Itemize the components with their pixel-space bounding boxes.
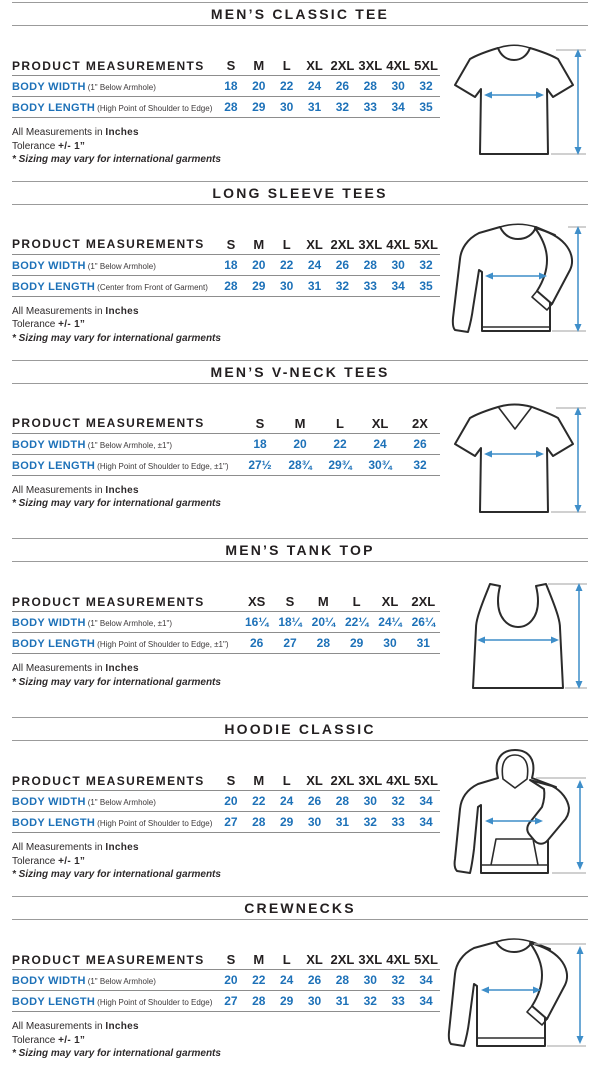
width-value: 20: [224, 973, 238, 988]
measurements-note: All Measurements in Inches: [12, 1021, 139, 1033]
length-value: 28: [316, 636, 330, 651]
length-value-cells: [217, 279, 440, 293]
length-value: 31: [335, 994, 350, 1009]
size-label: L: [282, 58, 291, 73]
length-value: 34: [391, 278, 405, 293]
size-label: M: [253, 236, 265, 252]
width-value-cells: [240, 437, 440, 451]
width-value: 18: [224, 79, 238, 93]
body-length-row: [12, 633, 440, 654]
body-width-note: (1" Below Armhole): [87, 977, 156, 987]
body-width-row: [12, 255, 440, 276]
width-value: 24: [307, 79, 322, 93]
length-value: 35: [419, 100, 433, 114]
length-value: 31: [307, 100, 322, 114]
footnotes: [12, 305, 440, 346]
size-label: M: [253, 58, 265, 73]
size-label: 2XL: [330, 773, 355, 789]
size-label: XS: [247, 594, 266, 610]
size-label: 5XL: [414, 236, 438, 252]
width-value: 24: [373, 436, 387, 451]
size-label: XL: [306, 773, 323, 789]
length-value: 28: [252, 994, 266, 1009]
section-mens-tank-top: [0, 536, 600, 715]
width-value-cells: [240, 615, 440, 629]
length-value-cells: [240, 458, 440, 472]
sizing-note: * Sizing may vary for international garments: [12, 332, 221, 344]
width-value-cells: [217, 794, 440, 808]
size-cells: [217, 773, 440, 788]
length-value: 27: [283, 636, 297, 651]
body-length-note: (High Point of Shoulder to Edge): [97, 998, 213, 1008]
length-value: 29: [349, 636, 364, 651]
footnotes: [12, 662, 440, 689]
size-label: 5XL: [414, 952, 438, 968]
width-value: 32: [419, 257, 433, 272]
length-value: 28: [224, 278, 238, 293]
product-measurements-label: PRODUCT MEASUREMENTS: [12, 773, 205, 788]
width-value: 18¼: [278, 615, 302, 630]
product-measurements-label: PRODUCT MEASUREMENTS: [12, 58, 205, 73]
section-crewnecks: [0, 894, 600, 1073]
tank-top-illustration: [448, 576, 588, 698]
size-label: L: [336, 415, 344, 431]
section-header: [12, 896, 588, 920]
width-value: 18: [253, 436, 267, 451]
size-label: M: [253, 773, 265, 789]
length-value: 33: [363, 100, 377, 114]
length-value-cells: [217, 815, 440, 829]
size-label: L: [352, 594, 361, 610]
section-long-sleeve-tees: [0, 179, 600, 358]
size-label: S: [226, 952, 236, 968]
width-value: 20¼: [311, 615, 335, 630]
length-value: 34: [419, 994, 433, 1009]
body-length-note: (High Point of Shoulder to Edge, ±1"): [97, 640, 229, 650]
size-label: XL: [306, 952, 323, 968]
long-sleeve-tee-illustration: [448, 219, 588, 343]
v-neck-tee-illustration: [448, 398, 588, 520]
width-value: 32: [391, 973, 405, 988]
body-length-label: BODY LENGTH: [12, 817, 96, 830]
width-value: 16¼: [244, 615, 269, 630]
body-width-note: (1" Below Armhole): [87, 798, 156, 808]
size-label: M: [317, 594, 329, 610]
body-length-row: [12, 812, 440, 833]
length-value: 28¾: [288, 457, 312, 472]
width-value: 24: [280, 794, 294, 809]
length-value: 30: [307, 994, 322, 1009]
section-header: [12, 2, 588, 26]
tolerance-note: Tolerance +/- 1”: [12, 1034, 86, 1046]
size-header-row: [12, 56, 440, 76]
size-label: 3XL: [358, 236, 383, 252]
footnotes: [12, 484, 440, 511]
size-label: L: [282, 236, 291, 252]
hoodie-illustration: [444, 747, 588, 877]
length-value: 29: [252, 100, 266, 114]
body-width-row: [12, 612, 440, 633]
length-value: 28: [224, 100, 238, 114]
length-value: 30: [280, 278, 294, 293]
section-title: MEN’S TANK TOP: [225, 542, 375, 559]
width-value: 30: [363, 973, 377, 988]
size-label: 4XL: [386, 773, 411, 789]
footnotes: [12, 1020, 440, 1061]
body-length-label: BODY LENGTH: [12, 459, 96, 472]
width-value: 28: [363, 79, 377, 93]
size-label: 2XL: [411, 594, 436, 610]
body-length-row: [12, 991, 440, 1012]
body-width-label: BODY WIDTH: [12, 259, 86, 272]
size-cells: [240, 594, 440, 609]
size-label: M: [294, 415, 306, 431]
length-value: 33: [391, 994, 405, 1009]
width-value: 22: [252, 794, 266, 809]
section-hoodie-classic: [0, 715, 600, 894]
tolerance-note: Tolerance +/- 1”: [12, 140, 86, 152]
length-value-cells: [217, 994, 440, 1008]
size-label: 4XL: [386, 952, 411, 968]
width-value: 32: [419, 79, 433, 93]
length-value: 33: [363, 278, 377, 293]
width-value: 28: [335, 794, 350, 809]
width-value: 20: [252, 257, 266, 272]
width-value: 26: [335, 257, 350, 272]
length-value: 28: [252, 815, 266, 830]
size-label: 4XL: [386, 236, 411, 252]
body-length-note: (High Point of Shoulder to Edge, ±1"): [97, 461, 229, 471]
length-value: 30: [307, 815, 322, 830]
body-width-row: [12, 434, 440, 455]
width-value: 24: [307, 257, 322, 272]
body-width-note: (1" Below Armhole, ±1"): [87, 440, 173, 450]
body-width-label: BODY WIDTH: [12, 617, 86, 630]
size-label: M: [253, 952, 265, 968]
size-header-row: [12, 592, 440, 612]
size-label: S: [255, 415, 265, 431]
size-label: L: [282, 952, 291, 968]
size-cells: [217, 58, 440, 73]
body-width-label: BODY WIDTH: [12, 975, 86, 988]
body-width-row: [12, 76, 440, 97]
size-label: 2XL: [330, 58, 355, 73]
width-value: 26: [307, 973, 322, 988]
body-length-label: BODY LENGTH: [12, 996, 96, 1009]
section-title: CREWNECKS: [244, 900, 356, 917]
size-cells: [217, 952, 440, 967]
product-measurements-label: PRODUCT MEASUREMENTS: [12, 416, 205, 431]
width-value: 22: [280, 79, 294, 93]
body-length-note: (Center from Front of Garment): [97, 282, 208, 292]
width-value: 22: [252, 973, 266, 988]
tshirt-illustration: [448, 40, 588, 162]
length-value: 31: [307, 278, 322, 293]
size-label: 2X: [412, 415, 428, 431]
length-value: 26: [249, 636, 264, 651]
sizing-note: * Sizing may vary for international garments: [12, 154, 221, 165]
width-value: 30: [391, 79, 405, 93]
size-label: S: [226, 58, 236, 73]
width-value: 24: [280, 973, 294, 988]
footnotes: [12, 841, 440, 882]
section-title: MEN’S CLASSIC TEE: [210, 6, 390, 22]
length-value: 32: [335, 100, 350, 114]
size-label: S: [285, 594, 295, 610]
body-length-row: [12, 97, 440, 118]
length-value: 34: [391, 100, 405, 114]
width-value: 30: [363, 794, 377, 809]
length-value: 29: [280, 815, 294, 830]
length-value: 32: [363, 815, 377, 830]
length-value: 33: [391, 815, 405, 830]
product-measurements-label: PRODUCT MEASUREMENTS: [12, 952, 205, 967]
width-value: 34: [419, 973, 433, 988]
width-value: 30: [391, 257, 405, 272]
measurements-note: All Measurements in Inches: [12, 663, 139, 675]
width-value: 26: [413, 436, 427, 451]
body-width-row: [12, 970, 440, 991]
size-label: 2XL: [330, 952, 355, 968]
size-header-row: [12, 235, 440, 255]
size-label: 5XL: [414, 773, 438, 789]
length-value: 35: [419, 278, 433, 293]
body-width-row: [12, 791, 440, 812]
length-value: 29: [280, 994, 294, 1009]
body-length-note: (High Point of Shoulder to Edge): [97, 104, 213, 113]
body-width-note: (1" Below Armhole): [87, 83, 156, 92]
size-label: XL: [306, 236, 323, 252]
length-value: 31: [416, 636, 430, 651]
length-value: 29: [252, 278, 266, 293]
section-header: [12, 717, 588, 741]
sizing-note: * Sizing may vary for international garments: [12, 869, 221, 881]
width-value: 22: [333, 436, 347, 451]
sizing-note: * Sizing may vary for international garments: [12, 676, 221, 688]
width-value: 20: [252, 79, 266, 93]
size-label: 3XL: [358, 952, 383, 968]
size-header-row: [12, 414, 440, 434]
size-cells: [240, 416, 440, 431]
width-value: 32: [391, 794, 405, 809]
size-cells: [217, 237, 440, 252]
section-title: MEN’S V-NECK TEES: [210, 363, 390, 380]
size-header-row: [12, 950, 440, 970]
size-label: 4XL: [386, 58, 411, 73]
body-width-label: BODY WIDTH: [12, 81, 86, 93]
size-label: 3XL: [358, 773, 383, 789]
length-value: 30: [383, 636, 397, 651]
measurements-note: All Measurements in Inches: [12, 842, 139, 854]
length-value: 27: [224, 815, 238, 830]
width-value: 26: [335, 79, 350, 93]
length-value: 32: [335, 278, 350, 293]
width-value: 28: [335, 973, 350, 988]
length-value: 31: [335, 815, 350, 830]
length-value: 30¾: [368, 457, 392, 472]
sizing-note: * Sizing may vary for international garments: [12, 498, 221, 510]
measurements-note: All Measurements in Inches: [12, 484, 139, 496]
section-header: [12, 360, 588, 384]
section-title: HOODIE CLASSIC: [224, 721, 376, 738]
crewneck-illustration: [444, 932, 588, 1052]
section-title: LONG SLEEVE TEES: [212, 184, 388, 201]
size-label: XL: [306, 58, 323, 73]
body-width-label: BODY WIDTH: [12, 796, 86, 809]
section-header: [12, 181, 588, 205]
length-value: 27: [224, 994, 238, 1009]
body-length-label: BODY LENGTH: [12, 102, 96, 114]
width-value: 18: [224, 257, 238, 272]
length-value: 34: [419, 815, 433, 830]
body-length-row: [12, 455, 440, 476]
length-value: 32: [413, 457, 427, 472]
width-value: 26: [307, 794, 322, 809]
width-value: 20: [293, 436, 307, 451]
body-width-note: (1" Below Armhole, ±1"): [87, 619, 173, 629]
size-label: S: [226, 773, 236, 789]
width-value: 28: [363, 257, 377, 272]
width-value-cells: [217, 258, 440, 272]
section-mens-classic-tee: [0, 0, 600, 179]
measurements-note: All Measurements in Inches: [12, 127, 139, 138]
size-label: L: [282, 773, 291, 789]
length-value-cells: [240, 636, 440, 650]
product-measurements-label: PRODUCT MEASUREMENTS: [12, 237, 205, 252]
length-value: 27½: [248, 457, 272, 472]
body-width-note: (1" Below Armhole): [87, 261, 156, 271]
tolerance-note: Tolerance +/- 1”: [12, 855, 86, 867]
size-header-row: [12, 771, 440, 791]
measurements-note: All Measurements in Inches: [12, 305, 139, 317]
width-value: 26¼: [411, 615, 435, 630]
sizing-note: * Sizing may vary for international garments: [12, 1048, 221, 1060]
tolerance-note: Tolerance +/- 1”: [12, 319, 86, 331]
length-value: 32: [363, 994, 377, 1009]
footnotes: [12, 126, 440, 167]
body-length-note: (High Point of Shoulder to Edge): [97, 819, 213, 829]
width-value: 34: [419, 794, 433, 809]
size-label: 5XL: [414, 58, 438, 73]
size-label: XL: [381, 594, 399, 610]
body-length-label: BODY LENGTH: [12, 638, 96, 651]
size-label: S: [226, 236, 236, 252]
body-length-label: BODY LENGTH: [12, 280, 96, 293]
width-value: 24¼: [378, 615, 402, 630]
width-value-cells: [217, 79, 440, 93]
width-value: 22¼: [344, 615, 369, 630]
length-value: 29¾: [328, 457, 352, 472]
product-measurements-label: PRODUCT MEASUREMENTS: [12, 594, 205, 609]
length-value: 30: [280, 100, 294, 114]
width-value: 20: [224, 794, 238, 809]
width-value-cells: [217, 973, 440, 987]
width-value: 22: [280, 257, 294, 272]
length-value-cells: [217, 100, 440, 114]
body-length-row: [12, 276, 440, 297]
size-label: XL: [371, 415, 389, 431]
size-label: 3XL: [358, 58, 383, 73]
body-width-label: BODY WIDTH: [12, 438, 86, 451]
section-mens-v-neck-tees: [0, 358, 600, 537]
size-label: 2XL: [330, 236, 355, 252]
section-header: [12, 538, 588, 562]
